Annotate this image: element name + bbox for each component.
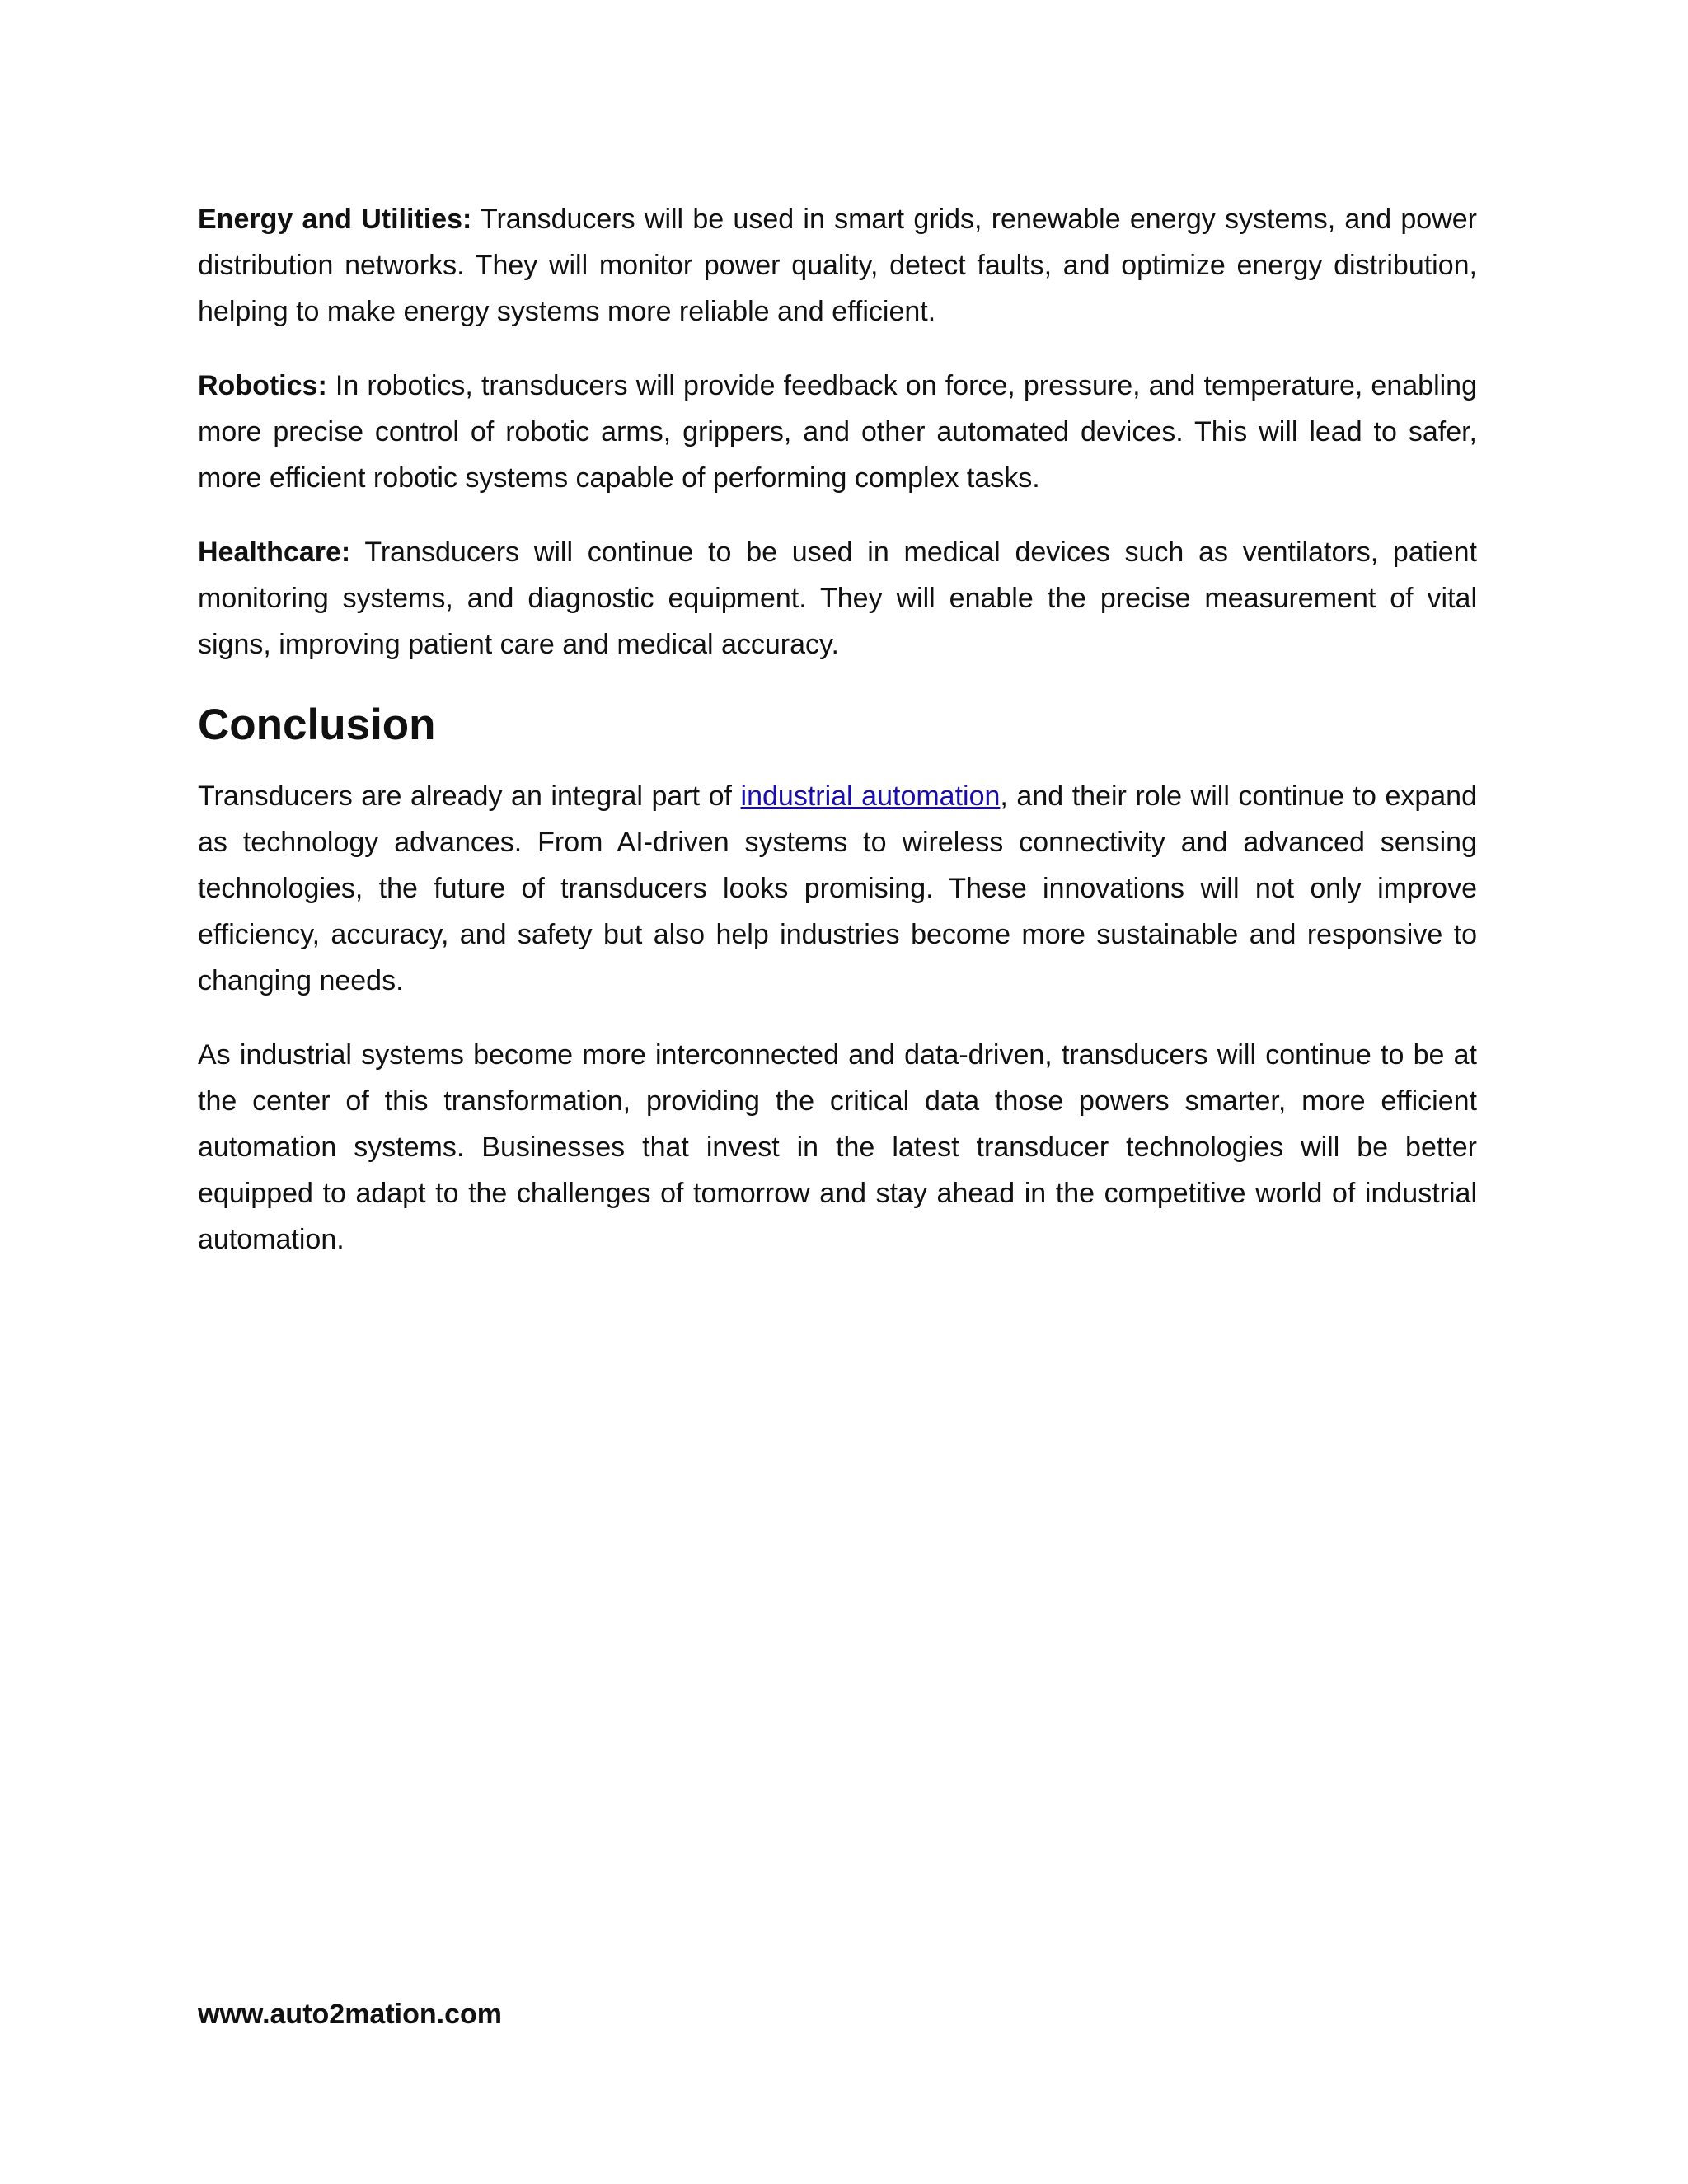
robotics-label: Robotics:: [198, 370, 327, 401]
energy-utilities-label: Energy and Utilities:: [198, 204, 472, 235]
energy-utilities-paragraph: [198, 196, 1477, 335]
footer-url: www.auto2mation.com: [198, 1999, 503, 2030]
conclusion-paragraph-2: As industrial systems become more interconnected and data-driven, transducers will continue to be at the center of this transformation, providing the critical data those powers smarter, more efficient automation systems. Businesses that invest in the latest transducer technologies will be better equipped to adapt to the challenges of tomorrow and stay ahead in the competitive world of industrial automation.: [198, 1039, 1477, 1255]
conclusion-text-after-link: , and their role will continue to expand as technology advances. From AI-driven systems to wireless connectivity and advanced sensing technologies, the future of transducers looks promising. These innovations will not only improve efficiency, accuracy, and safety but also help industries become more sustainable and responsive to changing needs.: [198, 780, 1477, 996]
healthcare-paragraph: [198, 529, 1477, 668]
industrial-automation-link[interactable]: industrial automation: [740, 780, 1001, 812]
robotics-text: In robotics, transducers will provide feedback on force, pressure, and temperature, enabling more precise control of robotic arms, grippers, and other automated devices. This will lead to safer, more efficient robotic systems capable of performing complex tasks.: [198, 370, 1477, 494]
conclusion-heading: Conclusion: [198, 701, 436, 749]
healthcare-label: Healthcare:: [198, 537, 351, 568]
page-content: [198, 196, 1477, 1291]
conclusion-paragraph-1: [198, 773, 1477, 1004]
conclusion-text-before-link: Transducers are already an integral part of: [198, 780, 741, 812]
healthcare-text: Transducers will continue to be used in medical devices such as ventilators, patient monitoring systems, and diagnostic equipment. They will enable the precise measurement of vital signs, improving patient care and medical accuracy.: [198, 537, 1477, 660]
robotics-paragraph: [198, 363, 1477, 501]
energy-utilities-text: Transducers will be used in smart grids, renewable energy systems, and power distribution networks. They will monitor power quality, detect faults, and optimize energy distribution, helping to make energy systems more reliable and efficient.: [198, 204, 1477, 327]
